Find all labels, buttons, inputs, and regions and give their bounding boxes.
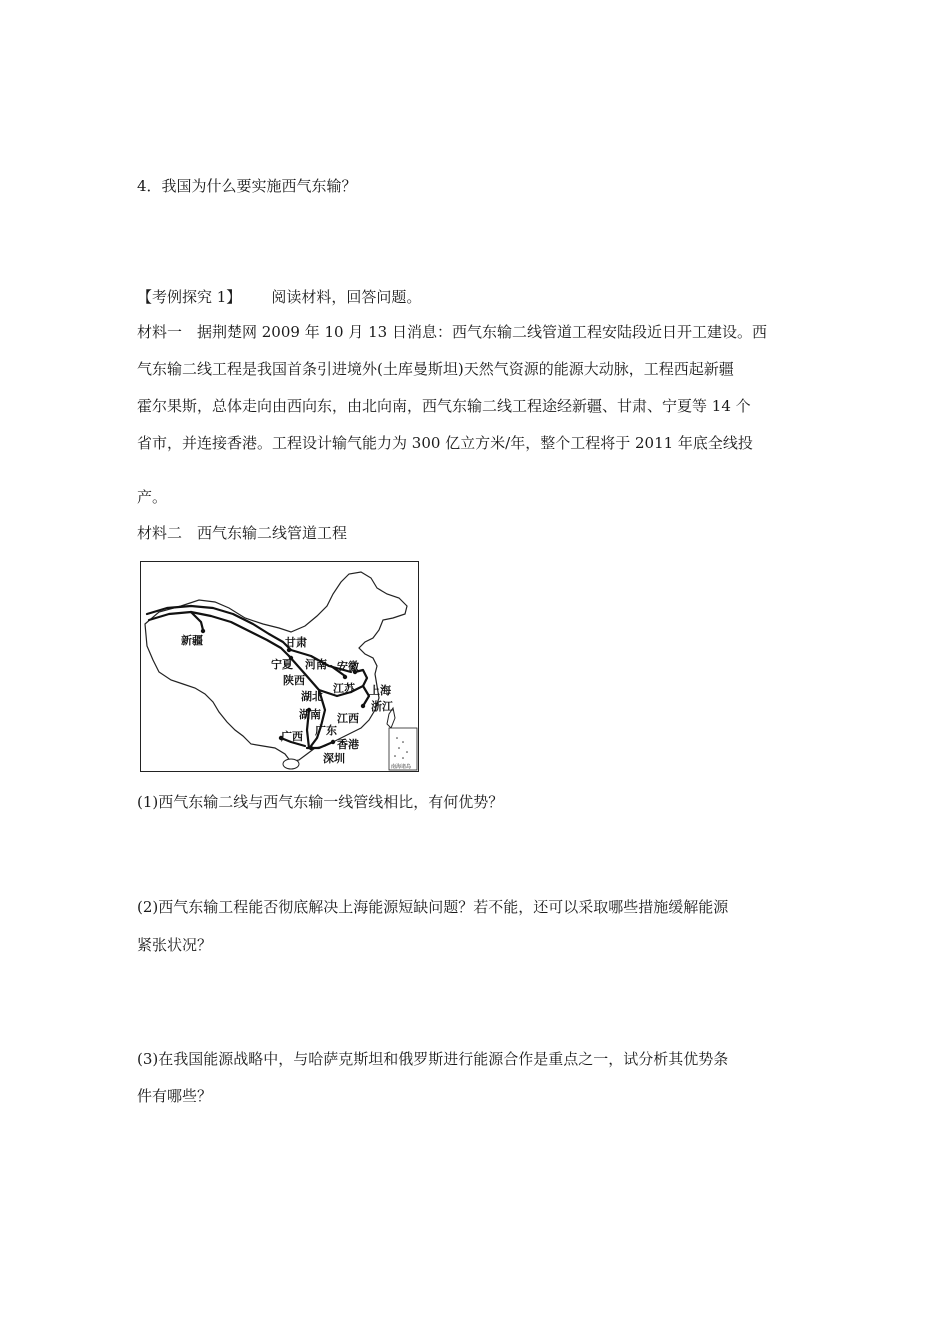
- label-henan: 河南: [305, 658, 327, 671]
- question-3-line-2: 件有哪些？: [137, 1087, 213, 1105]
- label-zhejiang: 浙江: [371, 700, 393, 713]
- label-guangdong: 广东: [315, 724, 337, 737]
- question-2-line-1: (2)西气东输工程能否彻底解决上海能源短缺问题？若不能，还可以采取哪些措施缓解能源: [137, 898, 729, 916]
- label-hubei: 湖北: [301, 690, 323, 703]
- pipeline-map-svg: [141, 562, 418, 771]
- question-3-line-1: (3)在我国能源战略中，与哈萨克斯坦和俄罗斯进行能源合作是重点之一，试分析其优势条: [137, 1050, 729, 1068]
- example-instruction: 阅读材料，回答问题。: [271, 288, 422, 306]
- label-guangxi: 广西: [281, 730, 303, 743]
- hainan-island: [283, 759, 299, 769]
- label-hongkong: 香港: [337, 738, 359, 751]
- pipeline-map: [140, 561, 419, 772]
- material1-line-1: 材料一 据荆楚网 2009 年 10 月 13 日消息：西气东输二线管道工程安陆段近日开工建设。西: [137, 323, 767, 341]
- label-jiangsu: 江苏: [333, 682, 355, 695]
- inset-label: 南海诸岛: [391, 764, 412, 770]
- material1-line-4: 省市，并连接香港。工程设计输气能力为 300 亿立方米/年，整个工程将于 2011 年底全线投: [137, 434, 753, 452]
- question-1: (1)西气东输二线与西气东输一线管线相比，有何优势？: [137, 793, 504, 811]
- label-ningxia: 宁夏: [271, 658, 293, 671]
- material1-line-5: 产。: [137, 488, 168, 506]
- material1-line-2: 气东输二线工程是我国首条引进境外(土库曼斯坦)天然气资源的能源大动脉，工程西起新疆: [137, 360, 734, 378]
- label-shanghai: 上海: [369, 684, 391, 697]
- label-gansu: 甘肃: [285, 636, 307, 649]
- question-2-line-2: 紧张状况？: [137, 936, 213, 954]
- label-shaanxi: 陕西: [283, 674, 305, 687]
- example-heading: 【考例探究 1】: [137, 288, 242, 306]
- question-4: 4．我国为什么要实施西气东输？: [137, 177, 357, 195]
- example-heading-line: [137, 287, 421, 307]
- label-anhui: 安徽: [337, 660, 359, 673]
- label-xinjiang: 新疆: [181, 634, 203, 647]
- label-shenzhen: 深圳: [323, 752, 345, 765]
- material2-title: 材料二 西气东输二线管道工程: [137, 524, 348, 542]
- label-jiangxi: 江西: [337, 712, 359, 725]
- material1-line-3: 霍尔果斯，总体走向由西向东，由北向南，西气东输二线工程途经新疆、甘肃、宁夏等 14 个: [137, 397, 751, 415]
- label-hunan: 湖南: [299, 708, 321, 721]
